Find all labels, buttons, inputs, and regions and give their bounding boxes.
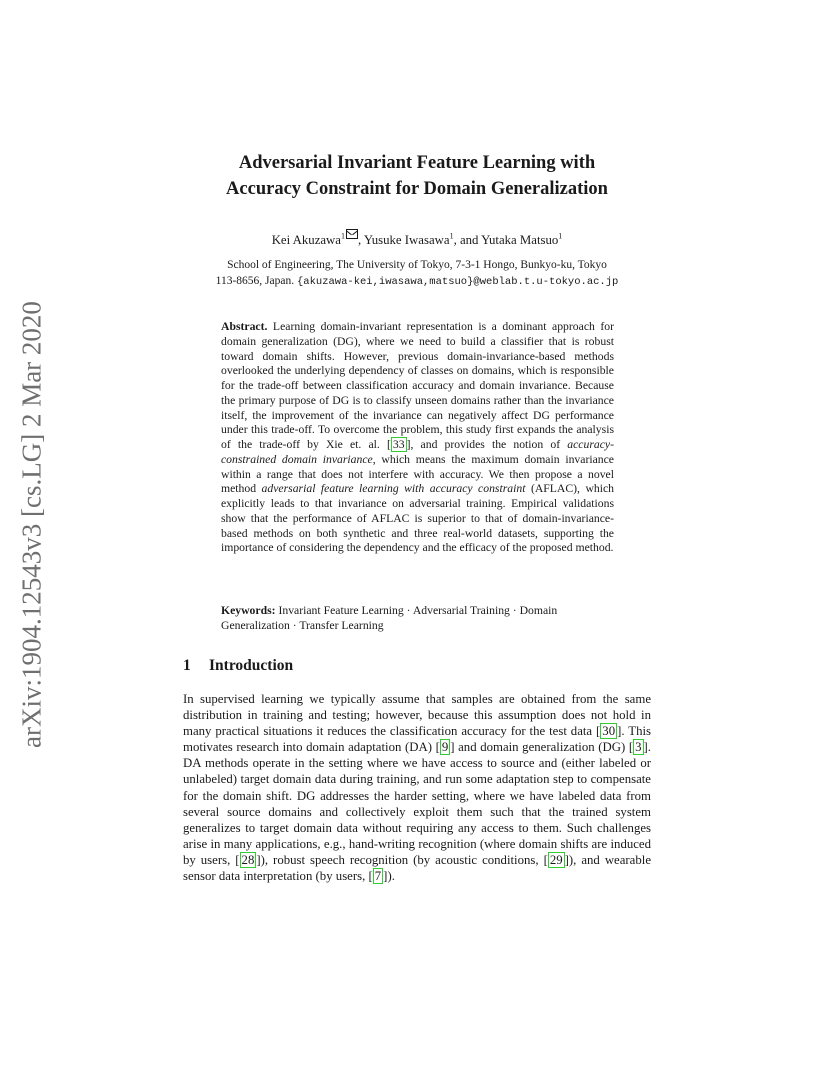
affiliation-marker: 1 xyxy=(340,231,345,241)
keywords-text: Invariant Feature Learning · Adversarial Training · Domain Generalization · Transfer Learning xyxy=(221,604,558,632)
abstract-emphasis: adversarial feature learning with accuracy constraint xyxy=(261,482,526,496)
author-list xyxy=(183,229,651,248)
citation-link[interactable]: 3 xyxy=(635,740,642,755)
introduction-paragraph: In supervised learning we typically assume that samples are obtained from the same distribution in training and testing; however, because this assumption does not hold in many practical situations it reduces the classification accuracy for the test data [ 30 ]. This motivates research into domain adaptation (DA) [ 9 ] and domain generalization (DG) [ 3 ]. DA methods operate in the setting where we have access to source and (either labeled or unlabeled) target domain data during training, and run some adaptation step to compensate for the domain shift. DG addresses the harder setting, where we have labeled data from several source domains and collectively exploit them such that the trained system generalizes to target domain data without requiring any access to them. Such challenges arise in many applications, e.g., hand-writing recognition (where domain shifts are induced by users, [ 28 ]), robust speech recognition (by acoustic conditions, [ 29 ]), and wearable sensor data interpretation (by users, [ 7 ]). xyxy=(183,692,651,884)
abstract-text: , which means the maximum domain invariance within a range that does not interfere with accuracy. We then propose a novel method xyxy=(221,452,614,496)
intro-text: . DA methods operate in the setting where we have access to source and (either labeled or unlabeled) target domain data during training, and run some adaptation step to compensate for the domain shift. DG addresses the harder setting, where we have labeled data from several source domains and collectively exploit them such that the trained system generalizes to target domain data without requiring any access to them. Such challenges arise in many applications, e.g., hand-writing recognition (where domain shifts are induced by users, xyxy=(183,740,651,867)
citation-link[interactable]: 30 xyxy=(602,724,616,739)
abstract: Abstract. Learning domain-invariant representation is a dominant approach for domain generalization (DG), where we need to build a classifier that is robust toward domain shifts. However, previous domain-invariance-based methods overlooked the underlying dependency of classes on domains, which is responsible for the trade-off between classification accuracy and domain invariance. Because the primary purpose of DG is to classify unseen domains rather than the invariance itself, the improvement of the invariance can negatively affect DG performance under this trade-off. To overcome the problem, this study first expands the analysis of the trade-off by Xie et. al. [ 33 ], and provides the notion of accuracy-constrained domain invariance, which means the maximum domain invariance within a range that does not interfere with accuracy. We then propose a novel method adversarial feature learning with accuracy constraint (AFLAC), which explicitly leads to that invariance on adversarial training. Empirical validations show that the performance of AFLAC is superior to that of domain-invariance-based methods on both synthetic and three real-world datasets, supporting the importance of considering the dependency and the efficacy of the proposed method. xyxy=(221,320,615,555)
section-heading xyxy=(183,657,651,675)
intro-text: ), robust speech recognition (by acoustic conditions, xyxy=(260,852,544,867)
affiliation-marker: 1 xyxy=(449,231,454,241)
abstract-text: , and provides the notion of xyxy=(410,438,568,451)
affiliation-marker: 1 xyxy=(558,231,563,241)
affiliation xyxy=(183,258,651,290)
author-name: , and Yutaka Matsuo xyxy=(453,233,559,247)
abstract-emphasis: accuracy-constrained domain invariance xyxy=(221,438,614,466)
arxiv-identifier xyxy=(10,290,54,760)
author-name: , Yusuke Iwasawa xyxy=(357,233,450,247)
section-title: Introduction xyxy=(209,657,294,674)
author-name: Kei Akuzawa xyxy=(271,233,341,247)
section-number: 1 xyxy=(183,657,191,674)
abstract-text: Learning domain-invariant representation is a dominant approach for domain generalization (DG), where we need to build a classifier that is robust toward domain shifts. However, previous domain-invariance-based methods overlooked the underlying dependency of classes on domains, which is responsible for the trade-off between classification accuracy and domain invariance. Because the primary purpose of DG is to classify unseen domains rather than the invariance itself, the improvement of the invariance can negatively affect DG performance under this trade-off. To overcome the problem, this study first expands the analysis of the trade-off by Xie et. al. xyxy=(221,320,614,451)
intro-text: ), and wearable sensor data interpretation (by users, xyxy=(183,852,651,884)
envelope-icon xyxy=(346,229,358,239)
keywords xyxy=(221,603,614,633)
paper-title xyxy=(183,150,651,202)
citation-link[interactable]: 7 xyxy=(374,869,382,884)
abstract-text: (AFLAC), which explicitly leads to that invariance on adversarial training. Empirical validations show that the performance of AFLAC is superior to that of domain-invariance-based methods on both synthetic and three real-world datasets, supporting the importance of considering the dependency and the efficacy of the proposed method. xyxy=(221,482,615,555)
arxiv-identifier-text: arXiv:1904.12543v3 [cs.LG] 2 Mar 2020 xyxy=(16,301,47,749)
keywords-label: Keywords: xyxy=(221,604,276,617)
title-line-1: Adversarial Invariant Feature Learning with xyxy=(238,153,596,173)
affiliation-line-1: School of Engineering, The University of Tokyo, 7-3-1 Hongo, Bunkyo-ku, Tokyo xyxy=(227,259,607,271)
intro-text: and domain generalization (DG) xyxy=(454,740,629,755)
citation-link[interactable]: 9 xyxy=(441,740,449,755)
citation-link[interactable]: 33 xyxy=(392,438,405,451)
affiliation-line-2: 113-8656, Japan. xyxy=(215,274,297,287)
citation-link[interactable]: 28 xyxy=(241,852,255,867)
abstract-label: Abstract. xyxy=(221,320,268,333)
intro-text: In supervised learning we typically assume that samples are obtained from the same distribution in training and testing; however, because this assumption does not hold in many practical situations it reduces the classification accuracy for the test data xyxy=(183,692,651,739)
citation-link[interactable]: 29 xyxy=(549,852,563,867)
email-address: {akuzawa-kei,iwasawa,matsuo}@weblab.t.u-tokyo.ac.jp xyxy=(296,275,619,288)
title-line-2: Accuracy Constraint for Domain Generalization xyxy=(226,179,608,199)
intro-text: . This motivates research into domain adaptation (DA) xyxy=(183,724,651,755)
intro-text: ). xyxy=(387,869,395,884)
